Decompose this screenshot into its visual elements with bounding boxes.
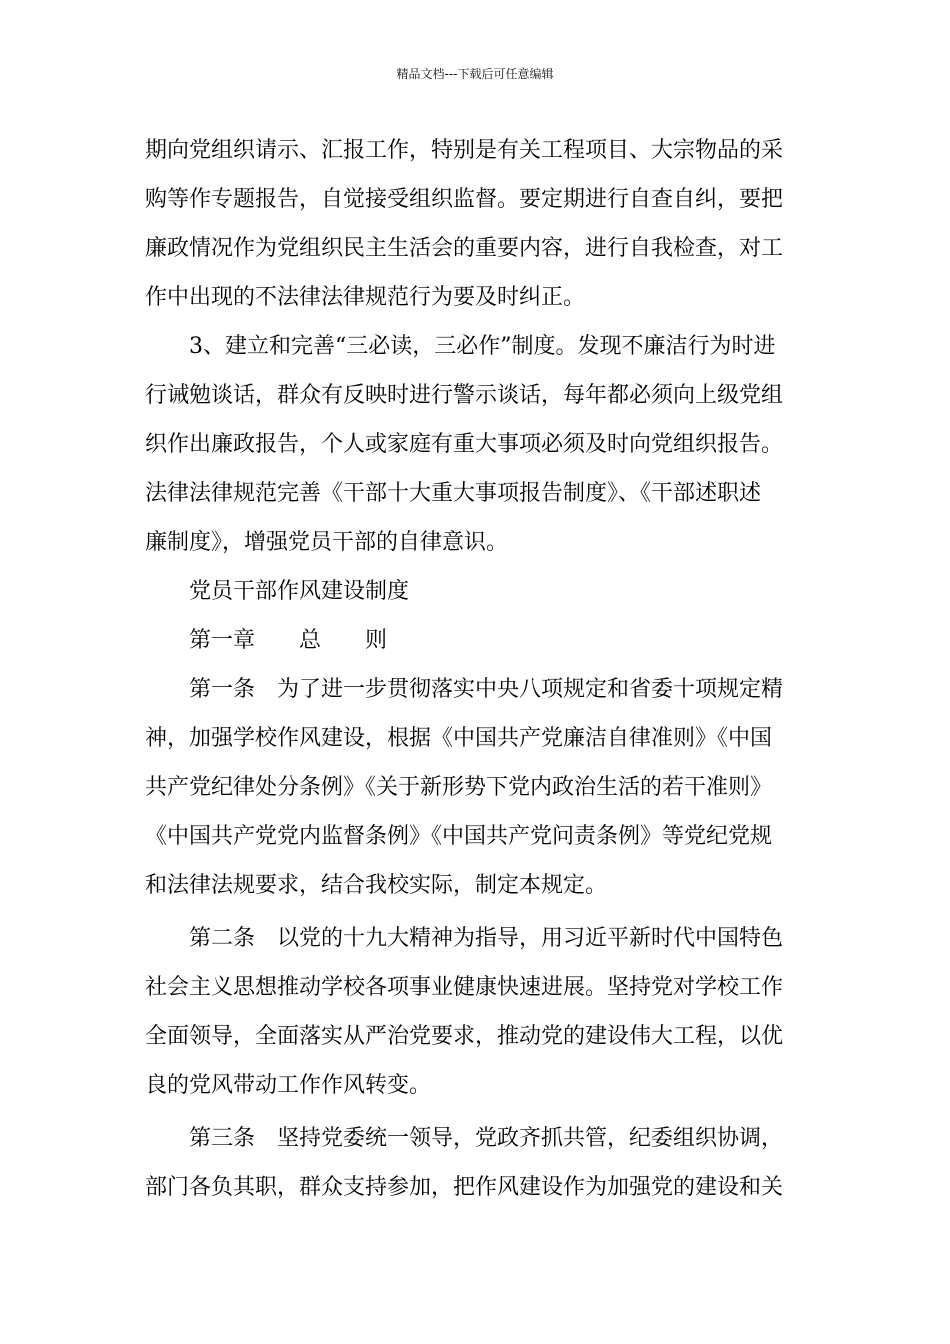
text-line: 全面领导，全面落实从严治党要求，推动党的建设伟大工程，以优 <box>145 1024 784 1049</box>
page-header: 精品文档---下载后可任意编辑 <box>396 67 554 81</box>
text-line: 作中出现的不法律法律规范行为要及时纠正。 <box>145 285 586 310</box>
article-2-start: 第二条 以党的十九大精神为指导，用习近平新时代中国特色 <box>189 926 784 951</box>
text-line: 神，加强学校作风建设，根据《中国共产党廉洁自律准则》《中国 <box>145 726 773 751</box>
text-line: 法律法律规范完善《干部十大重大事项报告制度》、《干部述职述 <box>145 481 762 506</box>
text-line: 社会主义思想推动学校各项事业健康快速进展。坚持党对学校工作 <box>145 975 784 1000</box>
article-1-start: 第一条 为了进一步贯彻落实中央八项规定和省委十项规定精 <box>189 677 784 702</box>
chapter-heading: 第一章 总 则 <box>189 628 388 653</box>
text-line: 廉制度》，增强党员干部的自律意识。 <box>145 530 509 555</box>
text-line: 廉政情况作为党组织民主生活会的重要内容，进行自我检查，对工 <box>145 236 784 261</box>
text-line: 购等作专题报告，自觉接受组织监督。要定期进行自查自纠，要把 <box>145 187 784 212</box>
text-line: 行诫勉谈话，群众有反映时进行警示谈话，每年都必须向上级党组 <box>145 383 784 408</box>
text-line: 《中国共产党党内监督条例》《中国共产党问责条例》等党纪党规 <box>145 824 773 849</box>
text-line: 和法律法规要求，结合我校实际，制定本规定。 <box>145 873 608 898</box>
paragraph-start: 3、建立和完善“三必读，三必作”制度。发现不廉洁行为时进 <box>189 334 776 359</box>
text-line: 良的党风带动工作作风转变。 <box>145 1073 432 1098</box>
article-3-start: 第三条 坚持党委统一领导，党政齐抓共管，纪委组织协调， <box>189 1126 784 1151</box>
text-line: 部门各负其职，群众支持参加，把作风建设作为加强党的建设和关 <box>145 1175 784 1200</box>
text-line: 共产党纪律处分条例》《关于新形势下党内政治生活的若干准则》 <box>145 775 773 800</box>
text-line: 织作出廉政报告，个人或家庭有重大事项必须及时向党组织报告。 <box>145 432 784 457</box>
document-body <box>145 126 810 1212</box>
section-title: 党员干部作风建设制度 <box>189 579 410 604</box>
text-line: 期向党组织请示、汇报工作，特别是有关工程项目、大宗物品的采 <box>145 138 784 163</box>
